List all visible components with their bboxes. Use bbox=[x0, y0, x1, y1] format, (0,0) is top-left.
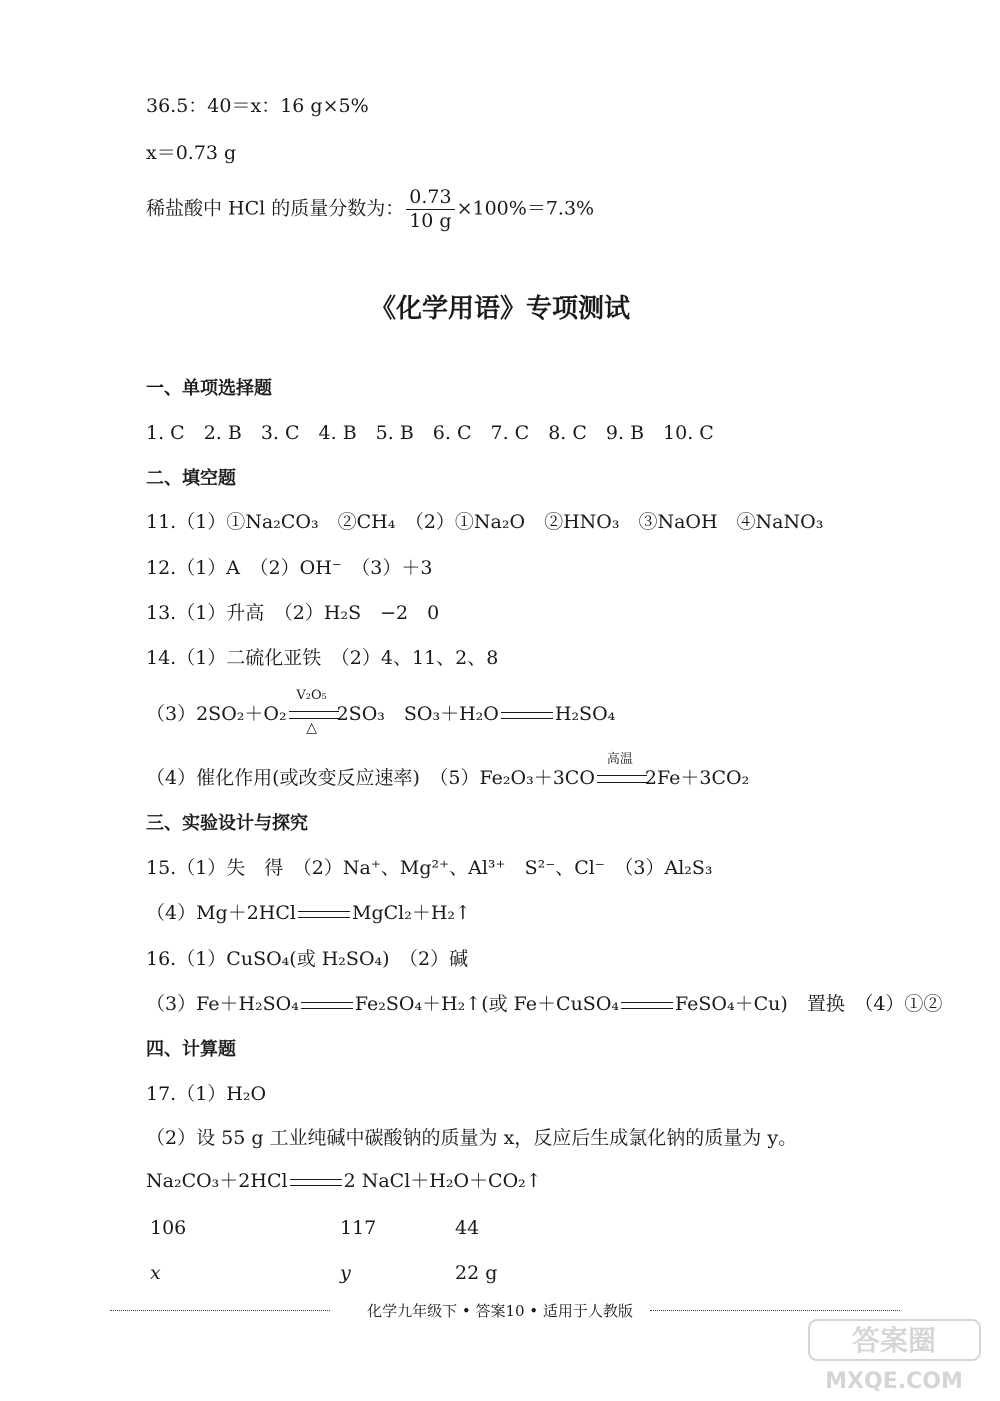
q17-eq-left: Na₂CO₃＋2HCl bbox=[146, 1170, 288, 1192]
answer-q14-part1: 14.（1）二硫化亚铁 （2）4、11、2、8 bbox=[146, 647, 499, 669]
q17-eq-right: 2 NaCl＋H₂O＋CO₂↑ bbox=[343, 1170, 542, 1192]
answer-q12: 12.（1）A （2）OH⁻ （3）＋3 bbox=[146, 557, 433, 579]
answer-q11: 11.（1）①Na₂CO₃ ②CH₄ （2）①Na₂O ②HNO₃ ③NaOH ④NaNO₃ bbox=[146, 511, 824, 533]
molar-mass-na2co3: 106 bbox=[150, 1217, 187, 1239]
answer-q15-part1: 15.（1）失 得 （2）Na⁺、Mg²⁺、Al³⁺ S²⁻、Cl⁻ （3）Al₂S₃ bbox=[146, 857, 713, 879]
section-heading-1: 一、单项选择题 bbox=[146, 378, 272, 399]
molar-mass-co2: 44 bbox=[455, 1217, 480, 1239]
unknown-y: y bbox=[340, 1262, 351, 1284]
equals-sign bbox=[621, 1002, 673, 1009]
q14-eq-product: H₂SO₄ bbox=[554, 703, 616, 725]
watermark-cn: 答案圈 bbox=[851, 1324, 937, 1357]
q14-part4-left: （4）催化作用(或改变反应速率) （5）Fe₂O₃＋3CO bbox=[146, 767, 595, 789]
answer-q15-part4 bbox=[146, 904, 471, 923]
answer-q16-part1: 16.（1）CuSO₄(或 H₂SO₄) （2）碱 bbox=[146, 948, 469, 970]
section-heading-4: 四、计算题 bbox=[146, 1039, 236, 1060]
q15-eq-left: （4）Mg＋2HCl bbox=[146, 902, 296, 924]
ratio-line: 36.5：40＝x：16 g×5% bbox=[146, 95, 369, 117]
answer-q13: 13.（1）升高 （2）H₂S −2 0 bbox=[146, 602, 440, 624]
mass-fraction-label: 稀盐酸中 HCl 的质量分数为： bbox=[146, 197, 405, 220]
page-title: 《化学用语》专项测试 bbox=[369, 294, 630, 324]
mass-fraction-result: ×100%＝7.3% bbox=[456, 197, 595, 220]
answer-q14-part3 bbox=[146, 688, 616, 736]
answer-q16-part3 bbox=[146, 995, 942, 1014]
fraction bbox=[406, 188, 454, 231]
mass-fraction-line bbox=[146, 188, 594, 231]
watermark-logo bbox=[807, 1318, 982, 1396]
answer-q17-part2: （2）设 55 g 工业纯碱中碳酸钠的质量为 x，反应后生成氯化钠的质量为 y。 bbox=[146, 1127, 798, 1149]
answer-q14-part4 bbox=[146, 752, 750, 789]
q14-part4-right: 2Fe＋3CO₂ bbox=[644, 767, 750, 789]
q16-eq-middle: Fe₂SO₄＋H₂↑(或 Fe＋CuSO₄ bbox=[354, 993, 620, 1015]
molar-mass-nacl: 117 bbox=[340, 1217, 377, 1239]
footer-label: 化学九年级下 • 答案10 • 适用于人教版 bbox=[359, 1302, 641, 1320]
unknown-x: x bbox=[150, 1262, 161, 1284]
q15-eq-right: MgCl₂＋H₂↑ bbox=[351, 902, 471, 924]
section-heading-2: 二、填空题 bbox=[146, 468, 236, 489]
q16-eq-right: FeSO₄＋Cu) 置换 （4）①② bbox=[675, 993, 943, 1015]
watermark-en: MXQE.COM bbox=[825, 1369, 963, 1394]
q16-eq-left: （3）Fe＋H₂SO₄ bbox=[146, 993, 299, 1015]
reaction-arrow-catalyst bbox=[287, 688, 337, 736]
fraction-numerator: 0.73 bbox=[406, 188, 454, 210]
co2-mass: 22 g bbox=[455, 1262, 498, 1284]
section-heading-3: 三、实验设计与探究 bbox=[146, 813, 308, 834]
answer-q17-part1: 17.（1）H₂O bbox=[146, 1083, 267, 1105]
choice-answers: 1. C 2. B 3. C 4. B 5. B 6. C 7. C 8. C 9. B 10. C bbox=[146, 422, 714, 444]
q14-eq-left: （3）2SO₂＋O₂ bbox=[146, 703, 287, 725]
fraction-denominator: 10 g bbox=[409, 210, 452, 232]
result-line: x＝0.73 g bbox=[146, 142, 237, 164]
high-temp-label: 高温 bbox=[606, 752, 633, 767]
equals-sign bbox=[298, 911, 350, 918]
reaction-arrow-high-temp bbox=[595, 752, 645, 788]
heat-symbol: △ bbox=[306, 720, 317, 736]
equals-sign bbox=[289, 711, 339, 719]
equals-sign bbox=[290, 1179, 342, 1186]
q14-eq-right: 2SO₃ SO₃＋H₂O bbox=[336, 703, 499, 725]
equals-sign bbox=[597, 775, 647, 783]
equals-sign bbox=[501, 712, 553, 719]
q17-equation bbox=[146, 1172, 542, 1191]
catalyst-label: V₂O₅ bbox=[296, 688, 327, 703]
equals-sign bbox=[301, 1002, 353, 1009]
